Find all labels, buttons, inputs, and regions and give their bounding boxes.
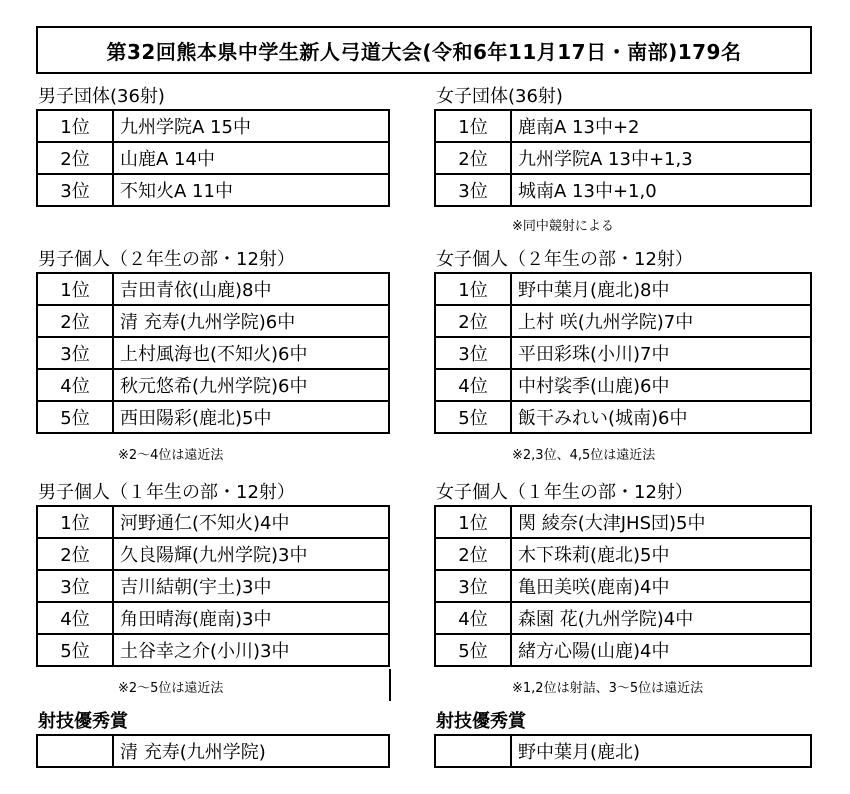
table-row	[435, 273, 811, 305]
table-row	[435, 110, 811, 142]
boys-team-heading: 男子団体(36射)	[38, 86, 165, 107]
entry-cell: 上村風海也(不知火)6中	[113, 337, 389, 369]
entry-cell: 森園 花(九州学院)4中	[511, 602, 811, 634]
place-cell: 5位	[435, 401, 511, 433]
entry-cell: 秋元悠希(九州学院)6中	[113, 369, 389, 401]
page-title: 第32回熊本県中学生新人弓道大会(令和6年11月17日・南部)179名	[36, 26, 812, 74]
entry-cell: 城南A 13中+1,0	[511, 174, 811, 206]
place-cell: 4位	[37, 602, 113, 634]
table-row	[37, 634, 389, 666]
entry-cell: 清 充寿(九州学院)6中	[113, 305, 389, 337]
girls-1st-note: ※1,2位は射詰、3～5位は遠近法	[512, 681, 704, 696]
place-cell: 3位	[37, 174, 113, 206]
entry-cell: 平田彩珠(小川)7中	[511, 337, 811, 369]
place-cell: 2位	[37, 538, 113, 570]
girls-2nd-note: ※2,3位、4,5位は遠近法	[512, 448, 656, 463]
girls-award-heading: 射技優秀賞	[436, 711, 526, 732]
entry-cell: 上村 咲(九州学院)7中	[511, 305, 811, 337]
table-row	[435, 634, 811, 666]
entry-cell: 吉川結朝(宇土)3中	[113, 570, 389, 602]
boys-award-table	[36, 734, 390, 768]
divider	[389, 669, 391, 701]
place-cell: 2位	[435, 142, 511, 174]
boys-award-heading: 射技優秀賞	[38, 711, 128, 732]
place-cell: 3位	[435, 337, 511, 369]
girls-2nd-heading: 女子個人（２年生の部・12射）	[436, 249, 693, 270]
place-cell: 1位	[37, 273, 113, 305]
entry-cell: 中村裟季(山鹿)6中	[511, 369, 811, 401]
place-cell: 2位	[37, 142, 113, 174]
place-cell: 5位	[37, 634, 113, 666]
entry-cell: 関 綾奈(大津JHS団)5中	[511, 506, 811, 538]
girls-2nd-table	[434, 272, 812, 434]
table-row	[37, 369, 389, 401]
table-row	[37, 538, 389, 570]
place-cell: 3位	[435, 570, 511, 602]
girls-1st-heading: 女子個人（１年生の部・12射）	[436, 482, 693, 503]
girls-team-note: ※同中競射による	[512, 219, 614, 234]
place-cell: 2位	[435, 538, 511, 570]
table-row	[435, 401, 811, 433]
boys-team-table	[36, 109, 390, 207]
entry-cell: 野中葉月(鹿北)8中	[511, 273, 811, 305]
place-cell: 1位	[37, 110, 113, 142]
boys-1st-heading: 男子個人（１年生の部・12射）	[38, 482, 295, 503]
place-cell: 1位	[435, 110, 511, 142]
place-cell	[435, 735, 511, 767]
entry-cell: 河野通仁(不知火)4中	[113, 506, 389, 538]
entry-cell: 緒方心陽(山鹿)4中	[511, 634, 811, 666]
table-row	[37, 305, 389, 337]
table-row	[435, 337, 811, 369]
girls-team-table	[434, 109, 812, 207]
entry-cell: 九州学院A 13中+1,3	[511, 142, 811, 174]
entry-cell: 角田晴海(鹿南)3中	[113, 602, 389, 634]
table-row	[435, 506, 811, 538]
girls-award-table	[434, 734, 812, 768]
boys-1st-table	[36, 505, 390, 667]
place-cell: 4位	[37, 369, 113, 401]
place-cell: 2位	[37, 305, 113, 337]
entry-cell: 野中葉月(鹿北)	[511, 735, 811, 767]
table-row	[435, 538, 811, 570]
girls-1st-table	[434, 505, 812, 667]
place-cell: 3位	[37, 337, 113, 369]
place-cell: 1位	[435, 506, 511, 538]
place-cell: 4位	[435, 369, 511, 401]
entry-cell: 西田陽彩(鹿北)5中	[113, 401, 389, 433]
entry-cell: 土谷幸之介(小川)3中	[113, 634, 389, 666]
entry-cell: 清 充寿(九州学院)	[113, 735, 389, 767]
entry-cell: 不知火A 11中	[113, 174, 389, 206]
table-row	[37, 174, 389, 206]
place-cell: 2位	[435, 305, 511, 337]
table-row	[435, 305, 811, 337]
table-row	[435, 142, 811, 174]
place-cell	[37, 735, 113, 767]
place-cell: 1位	[37, 506, 113, 538]
place-cell: 3位	[435, 174, 511, 206]
entry-cell: 亀田美咲(鹿南)4中	[511, 570, 811, 602]
place-cell: 4位	[435, 602, 511, 634]
boys-2nd-table	[36, 272, 390, 434]
table-row	[37, 110, 389, 142]
table-row	[37, 735, 389, 767]
entry-cell: 久良陽輝(九州学院)3中	[113, 538, 389, 570]
table-row	[37, 602, 389, 634]
table-row	[435, 570, 811, 602]
table-row	[435, 602, 811, 634]
table-row	[435, 174, 811, 206]
table-row	[37, 273, 389, 305]
place-cell: 5位	[37, 401, 113, 433]
table-row	[37, 506, 389, 538]
table-row	[37, 570, 389, 602]
entry-cell: 鹿南A 13中+2	[511, 110, 811, 142]
place-cell: 5位	[435, 634, 511, 666]
entry-cell: 吉田青依(山鹿)8中	[113, 273, 389, 305]
boys-2nd-heading: 男子個人（２年生の部・12射）	[38, 249, 295, 270]
boys-1st-note: ※2～5位は遠近法	[118, 681, 224, 696]
place-cell: 3位	[37, 570, 113, 602]
boys-2nd-note: ※2～4位は遠近法	[118, 448, 224, 463]
entry-cell: 木下珠莉(鹿北)5中	[511, 538, 811, 570]
girls-team-heading: 女子団体(36射)	[436, 86, 563, 107]
entry-cell: 飯干みれい(城南)6中	[511, 401, 811, 433]
entry-cell: 山鹿A 14中	[113, 142, 389, 174]
place-cell: 1位	[435, 273, 511, 305]
table-row	[435, 735, 811, 767]
table-row	[37, 142, 389, 174]
entry-cell: 九州学院A 15中	[113, 110, 389, 142]
table-row	[37, 401, 389, 433]
table-row	[435, 369, 811, 401]
table-row	[37, 337, 389, 369]
